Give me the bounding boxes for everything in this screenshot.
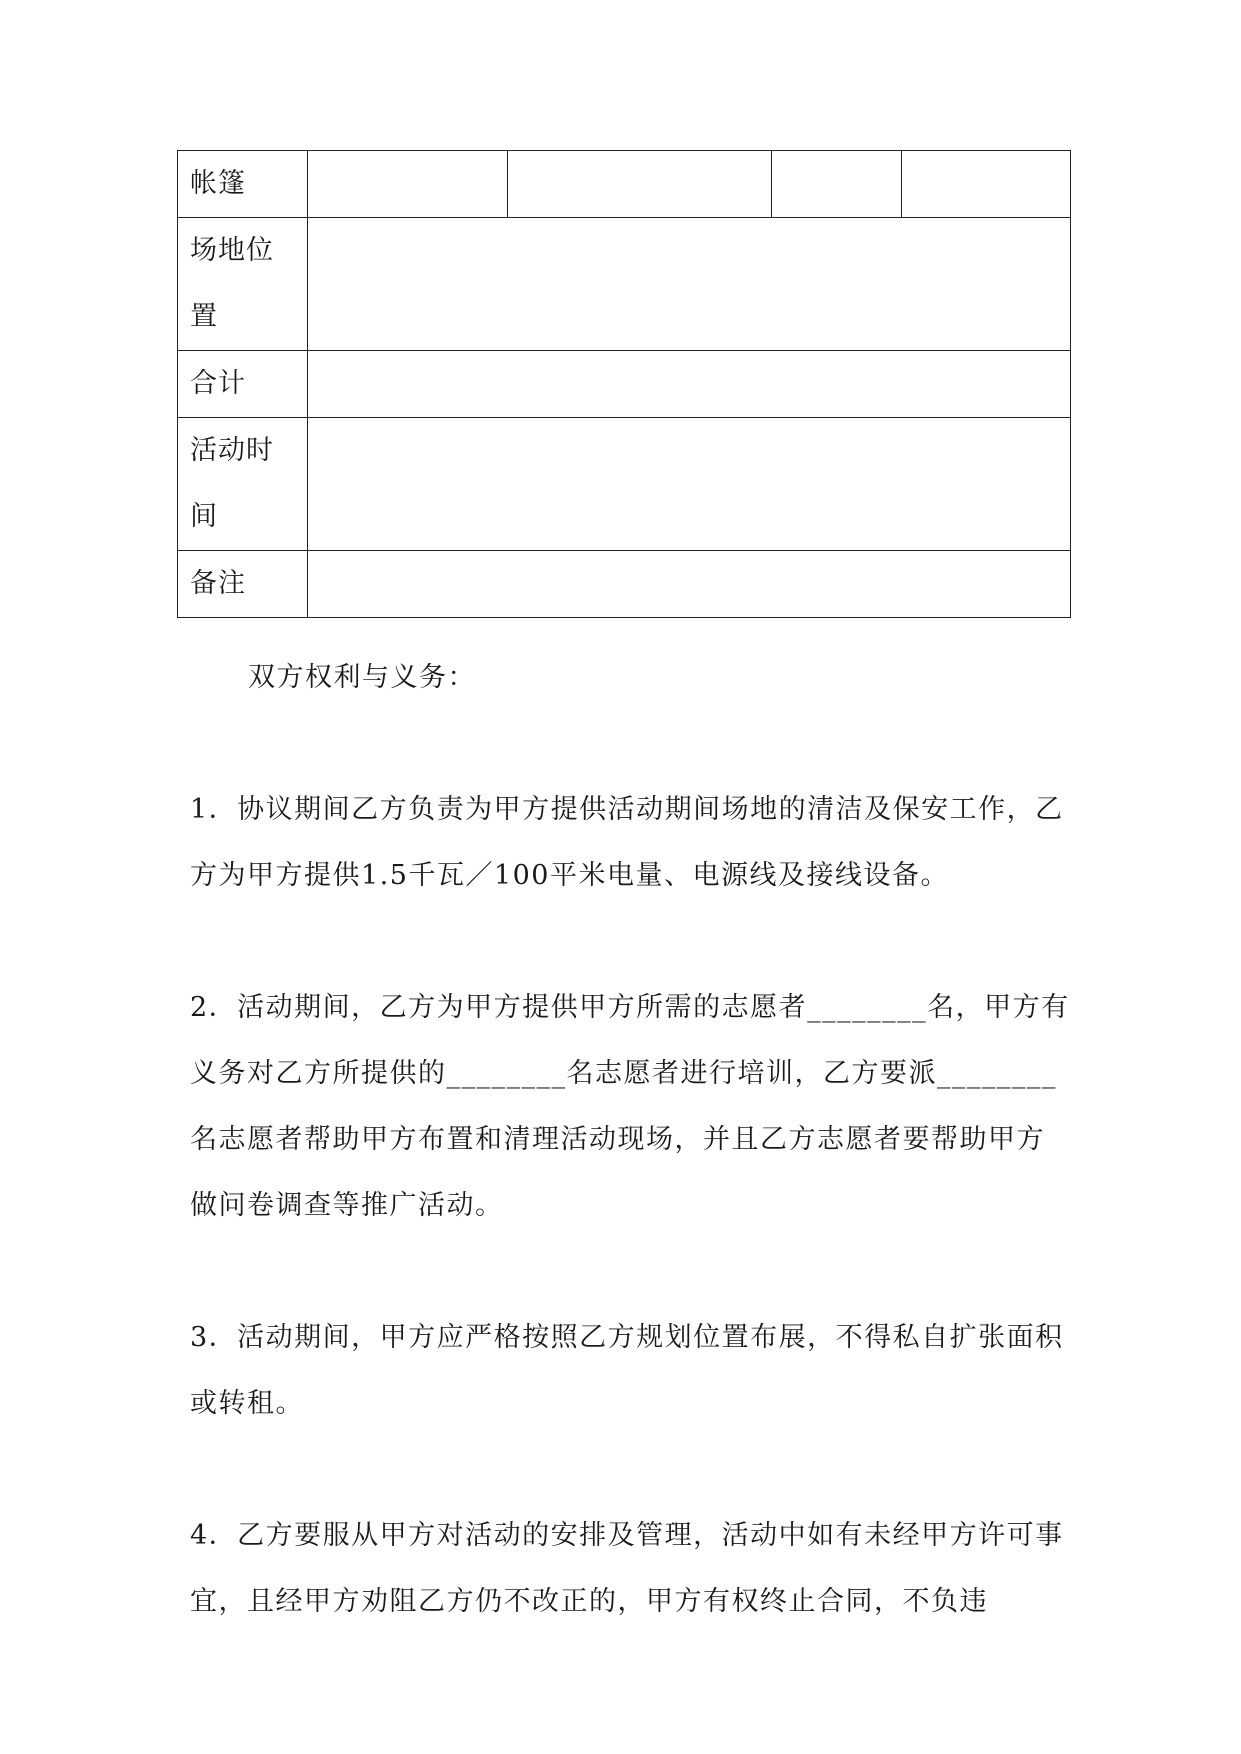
- tent-cell-4: [902, 151, 1071, 218]
- table-row-total: [178, 351, 1071, 418]
- table-row-event-time: [178, 418, 1071, 551]
- row-label-event-time: 活动时间: [178, 418, 308, 551]
- table-row-remarks: [178, 551, 1071, 618]
- clause-3: 3．活动期间，甲方应严格按照乙方规划位置布展，不得私自扩张面积或转租。: [190, 1322, 1064, 1419]
- row-label-tent: 帐篷: [178, 151, 308, 218]
- info-table: [177, 150, 1071, 618]
- section-heading: 双方权利与义务：: [248, 662, 476, 693]
- tent-cell-1: [308, 151, 508, 218]
- table-row-venue-location: [178, 218, 1071, 351]
- remarks-value: [308, 551, 1071, 618]
- row-label-venue-location: 场地位置: [178, 218, 308, 351]
- clause-1: 1．协议期间乙方负责为甲方提供活动期间场地的清洁及保安工作，乙方为甲方提供1.5千瓦／100平米电量、电源线及接线设备。: [190, 794, 1064, 891]
- total-value: [308, 351, 1071, 418]
- table-row-tent: [178, 151, 1071, 218]
- event-time-value: [308, 418, 1071, 551]
- tent-cell-3: [772, 151, 902, 218]
- clause-4: 4．乙方要服从甲方对活动的安排及管理，活动中如有未经甲方许可事宜，且经甲方劝阻乙方仍不改正的，甲方有权终止合同，不负违: [190, 1520, 1064, 1617]
- tent-cell-2: [508, 151, 772, 218]
- row-label-remarks: 备注: [178, 551, 308, 618]
- venue-location-value: [308, 218, 1071, 351]
- clause-2: 2．活动期间，乙方为甲方提供甲方所需的志愿者________名，甲方有义务对乙方所提供的________名志愿者进行培训，乙方要派________名志愿者帮助甲方布置和清理活动现场，并且乙方志愿者要帮助甲方做问卷调查等推广活动。: [190, 992, 1070, 1221]
- row-label-total: 合计: [178, 351, 308, 418]
